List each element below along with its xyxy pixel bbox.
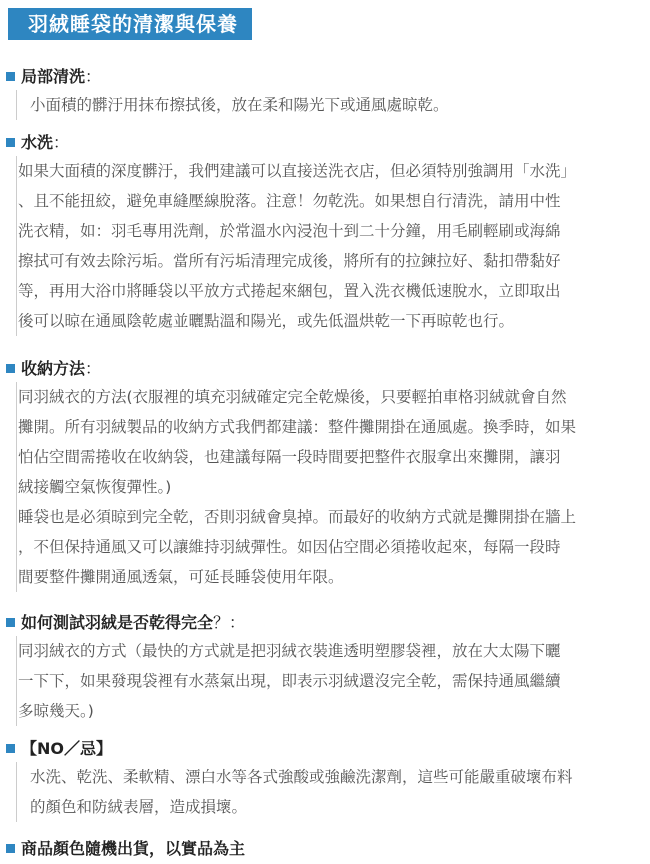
section-body-spot-clean [30, 90, 449, 120]
page-title: 羽絨睡袋的清潔與保養 [8, 8, 252, 40]
bullet-square-icon [6, 618, 15, 627]
paragraph-line: 同羽絨衣的方法(衣服裡的填充羽絨確定完全乾燥後，只要輕拍車格羽絨就會自然 [18, 388, 567, 406]
paragraph-line: 後可以晾在通風陰乾處並曬點溫和陽光，或先低溫烘乾一下再晾乾也行。 [18, 312, 515, 330]
paragraph-line: 小面積的髒汙用抹布擦拭後，放在柔和陽光下或通風處晾乾。 [30, 96, 449, 114]
section-body-storage [18, 382, 576, 592]
paragraph-line: 洗衣精，如：羽毛專用洗劑，於常溫水內浸泡十到二十分鐘，用毛刷輕刷或海綿 [18, 222, 561, 240]
section-heading-dry-test [6, 612, 245, 634]
heading-text: 水洗 [21, 133, 54, 152]
paragraph-line: 、且不能扭絞，避免車縫壓線脫落。注意！勿乾洗。如果想自行清洗，請用中性 [18, 192, 561, 210]
paragraph-line: 同羽絨衣的方式（最快的方式就是把羽絨衣裝進透明塑膠袋裡，放在大太陽下曬 [18, 642, 561, 660]
bullet-square-icon [6, 138, 15, 147]
bullet-square-icon [6, 744, 15, 753]
paragraph-line: 怕佔空間需捲收在收納袋，也建議每隔一段時間要把整件衣服拿出來攤開，讓羽 [18, 448, 561, 466]
paragraph-line: 等，再用大浴巾將睡袋以平放方式捲起來綑包，置入洗衣機低速脫水，立即取出 [18, 282, 561, 300]
section-body-wash [18, 156, 576, 336]
heading-colon: ？： [213, 613, 246, 632]
heading-colon: ： [53, 133, 70, 152]
heading-text: 收納方法 [21, 359, 86, 378]
heading-text: 局部清洗 [21, 67, 86, 86]
paragraph-line: 多晾幾天。) [18, 702, 94, 720]
bullet-square-icon [6, 844, 15, 853]
bullet-square-icon [6, 72, 15, 81]
section-heading-wash [6, 132, 69, 154]
heading-text: 如何測試羽絨是否乾得完全 [21, 613, 214, 632]
paragraph-line: 睡袋也是必須晾到完全乾，否則羽絨會臭掉。而最好的收納方式就是攤開掛在牆上 [18, 508, 577, 526]
bullet-square-icon [6, 364, 15, 373]
heading-text: 商品顏色隨機出貨，以實品為主 [21, 839, 246, 858]
paragraph-line: 擦拭可有效去除污垢。當所有污垢清理完成後，將所有的拉鍊拉好、黏扣帶黏好 [18, 252, 561, 270]
section-heading-no [6, 738, 112, 760]
section-body-dry-test [18, 636, 561, 726]
paragraph-line: ，不但保持通風又可以讓維持羽絨彈性。如因佔空間必須捲收起來，每隔一段時 [18, 538, 561, 556]
section-body-no [30, 762, 573, 822]
paragraph-line: 攤開。所有羽絨製品的收納方式我們都建議：整件攤開掛在通風處。換季時，如果 [18, 418, 577, 436]
heading-colon: ： [85, 67, 102, 86]
paragraph-line: 一下下，如果發現袋裡有水蒸氣出現，即表示羽絨還沒完全乾，需保持通風繼續 [18, 672, 561, 690]
heading-colon: ： [85, 359, 102, 378]
paragraph-line: 間要整件攤開通風透氣，可延長睡袋使用年限。 [18, 568, 344, 586]
paragraph-line: 如果大面積的深度髒汙，我們建議可以直接送洗衣店，但必須特別強調用「水洗」 [18, 162, 577, 180]
paragraph-line: 絨接觸空氣恢復彈性。) [18, 478, 172, 496]
paragraph-line: 水洗、乾洗、柔軟精、漂白水等各式強酸或強鹼洗潔劑，這些可能嚴重破壞布料 [30, 768, 573, 786]
section-heading-spot-clean [6, 66, 101, 88]
section-heading-storage [6, 358, 101, 380]
paragraph-line: 的顏色和防絨表層，造成損壞。 [30, 798, 248, 816]
section-heading-color-note [6, 838, 245, 860]
heading-text: 【NO／忌】 [21, 739, 112, 758]
